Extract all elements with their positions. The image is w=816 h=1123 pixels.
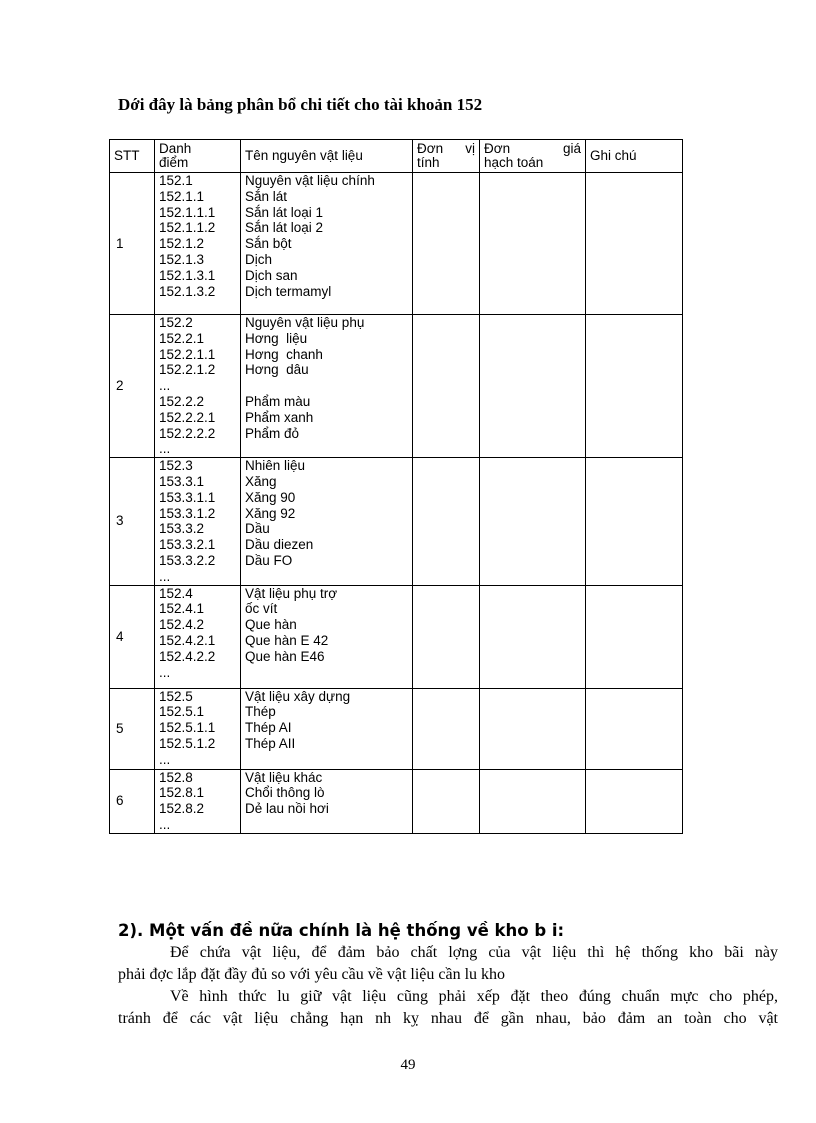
code: ... (159, 568, 171, 584)
material-name: Thép (245, 704, 276, 720)
material-name: Sắn lát loại 2 (245, 220, 324, 236)
paragraph-line-3: Về hình thức lu giữ vật liệu cũng phải xếp đặt theo đúng chuẩn mực cho phép, (170, 988, 778, 1005)
material-name: Dịch termamyl (245, 283, 332, 299)
paragraph-line-1: Để chứa vật liệu, để đảm bảo chất lợng của vật liệu thì hệ thống kho bãi này (170, 944, 778, 961)
code: 153.3.2.2 (159, 552, 216, 568)
material-name: Nguyên vật liệu phụ (245, 315, 365, 330)
code: 152.5.1.2 (159, 735, 216, 751)
table-row (110, 173, 683, 315)
code: 152.4.1 (159, 601, 205, 617)
code: 152.1.3.2 (159, 283, 216, 299)
material-name: Dầu FO (245, 552, 293, 568)
code-cell (155, 769, 241, 833)
code: 152.4.2 (159, 617, 205, 633)
table-row (110, 315, 683, 458)
material-name: ốc vít (245, 601, 278, 617)
name-cell (241, 585, 413, 688)
stt-cell: 4 (110, 585, 155, 688)
code: ... (159, 378, 171, 394)
code: 153.3.2 (159, 521, 205, 537)
code: 152.1.3 (159, 251, 205, 267)
table-row (110, 769, 683, 833)
code: ... (159, 664, 171, 680)
unit-cell (413, 458, 480, 585)
material-name: Nhiên liệu (245, 458, 306, 474)
code-cell (155, 173, 241, 315)
code-cell (155, 315, 241, 458)
code: 152.2.2 (159, 393, 205, 409)
table-row (110, 585, 683, 688)
price-cell (480, 585, 586, 688)
code: 152.2 (159, 315, 193, 330)
code: 153.3.2.1 (159, 537, 216, 553)
material-name: Dịch (245, 251, 273, 267)
material-name: Vật liệu xây dựng (245, 688, 351, 704)
material-name: Xăng 92 (245, 505, 296, 521)
note-cell (586, 688, 683, 769)
stt-cell: 2 (110, 315, 155, 458)
material-name: Hơng chanh (245, 346, 323, 362)
material-name: Que hàn (245, 617, 297, 633)
page-number: 49 (400, 1057, 416, 1073)
code: 152.5.1 (159, 704, 205, 720)
code: 152.3 (159, 458, 193, 474)
header-don-vi-tinh (413, 140, 480, 173)
code: 152.2.2.2 (159, 425, 216, 441)
header-don-vi-line2: tính (417, 155, 440, 170)
material-name: Que hàn E46 (245, 648, 325, 664)
material-name: Hơng dâu (245, 362, 309, 378)
header-don-gia-word2: giá (562, 141, 581, 156)
code: 152.4.2.1 (159, 632, 216, 648)
price-cell (480, 173, 586, 315)
table-row (110, 688, 683, 769)
name-cell (241, 769, 413, 833)
stt-cell: 6 (110, 769, 155, 833)
material-name: Dẻ lau nồi hơi (245, 801, 329, 817)
material-name: Vật liệu phụ trợ (245, 585, 338, 601)
header-don-gia-hach-toan (480, 140, 586, 173)
material-name: Thép AI (245, 720, 292, 736)
table-header-row (110, 140, 683, 173)
material-name: Sắn lát loại 1 (245, 204, 324, 220)
code: 152.5.1.1 (159, 720, 216, 736)
stt-cell: 5 (110, 688, 155, 769)
code: 153.3.1 (159, 473, 205, 489)
header-don-vi-word2: vị (465, 141, 475, 156)
table-row (110, 458, 683, 585)
table-heading: Dới đây là bảng phân bổ chi tiết cho tài khoản 152 (118, 95, 483, 114)
material-name: Nguyên vật liệu chính (245, 173, 375, 188)
material-name: Chổi thông lò (245, 785, 325, 801)
code: 152.4.2.2 (159, 648, 216, 664)
material-name: Phẩm đỏ (245, 425, 300, 441)
code: 152.1.3.1 (159, 267, 216, 283)
stt-cell: 1 (110, 173, 155, 315)
code: 152.8.1 (159, 785, 205, 801)
header-danh-diem-line1: Danh (159, 141, 192, 156)
material-name: Sắn bột (245, 236, 292, 252)
code-cell (155, 688, 241, 769)
name-cell (241, 315, 413, 458)
code: 153.3.1.1 (159, 489, 216, 505)
material-name: Xăng (245, 473, 277, 489)
material-name: Phẩm màu (245, 393, 311, 409)
material-name: Phẩm xanh (245, 409, 314, 425)
code: 152.1.1.2 (159, 220, 216, 236)
material-name (245, 378, 408, 394)
body-paragraph (118, 942, 778, 1030)
header-danh-diem (155, 140, 241, 173)
code: 152.1 (159, 173, 193, 188)
material-name: Hơng liệu (245, 330, 308, 346)
code: 152.5 (159, 688, 193, 704)
code: ... (159, 816, 171, 832)
material-name: Dầu (245, 521, 270, 537)
code: 152.8.2 (159, 801, 205, 817)
unit-cell (413, 173, 480, 315)
code: 152.2.1 (159, 330, 205, 346)
material-name: Thép AII (245, 735, 296, 751)
section-title: 2). Một vấn đề nữa chính là hệ thống về kho b i: (118, 921, 565, 940)
price-cell (480, 688, 586, 769)
price-cell (480, 769, 586, 833)
name-cell (241, 458, 413, 585)
note-cell (586, 769, 683, 833)
header-ghi-chu: Ghi chú (586, 140, 683, 173)
unit-cell (413, 769, 480, 833)
code-cell (155, 585, 241, 688)
code: 152.1.1 (159, 188, 205, 204)
code: 152.2.1.2 (159, 362, 216, 378)
unit-cell (413, 688, 480, 769)
code: 153.3.1.2 (159, 505, 216, 521)
material-name: Xăng 90 (245, 489, 296, 505)
code: 152.4 (159, 585, 193, 601)
name-cell (241, 173, 413, 315)
code-cell (155, 458, 241, 585)
code: 152.2.2.1 (159, 409, 216, 425)
code: 152.1.2 (159, 236, 205, 252)
header-don-gia-line2: hạch toán (484, 155, 544, 170)
unit-cell (413, 315, 480, 458)
code: ... (159, 751, 171, 767)
note-cell (586, 315, 683, 458)
material-name: Dịch san (245, 267, 298, 283)
header-ten-nguyen-vat-lieu: Tên nguyên vật liệu (241, 140, 413, 173)
account-152-table (109, 139, 683, 834)
code: ... (159, 441, 171, 457)
material-name: Dầu diezen (245, 537, 314, 553)
header-don-vi-word1: Đơn (417, 141, 444, 156)
paragraph-line-4: tránh để các vật liệu chẳng hạn nh kỵ nhau để gần nhau, bảo đảm an toàn cho vật (118, 1010, 778, 1027)
price-cell (480, 458, 586, 585)
material-name: Sắn lát (245, 188, 288, 204)
unit-cell (413, 585, 480, 688)
note-cell (586, 458, 683, 585)
name-cell (241, 688, 413, 769)
paragraph-line-2: phải đợc lắp đặt đầy đủ so với yêu cầu về vật liệu cần lu kho (118, 966, 506, 983)
material-name: Vật liệu khác (245, 769, 323, 785)
code: 152.2.1.1 (159, 346, 216, 362)
price-cell (480, 315, 586, 458)
stt-cell: 3 (110, 458, 155, 585)
note-cell (586, 585, 683, 688)
header-stt: STT (110, 140, 155, 173)
code: 152.1.1.1 (159, 204, 216, 220)
material-name: Que hàn E 42 (245, 632, 329, 648)
code: 152.8 (159, 769, 193, 785)
note-cell (586, 173, 683, 315)
header-danh-diem-line2: điểm (159, 155, 189, 170)
header-don-gia-word1: Đơn (484, 141, 511, 156)
